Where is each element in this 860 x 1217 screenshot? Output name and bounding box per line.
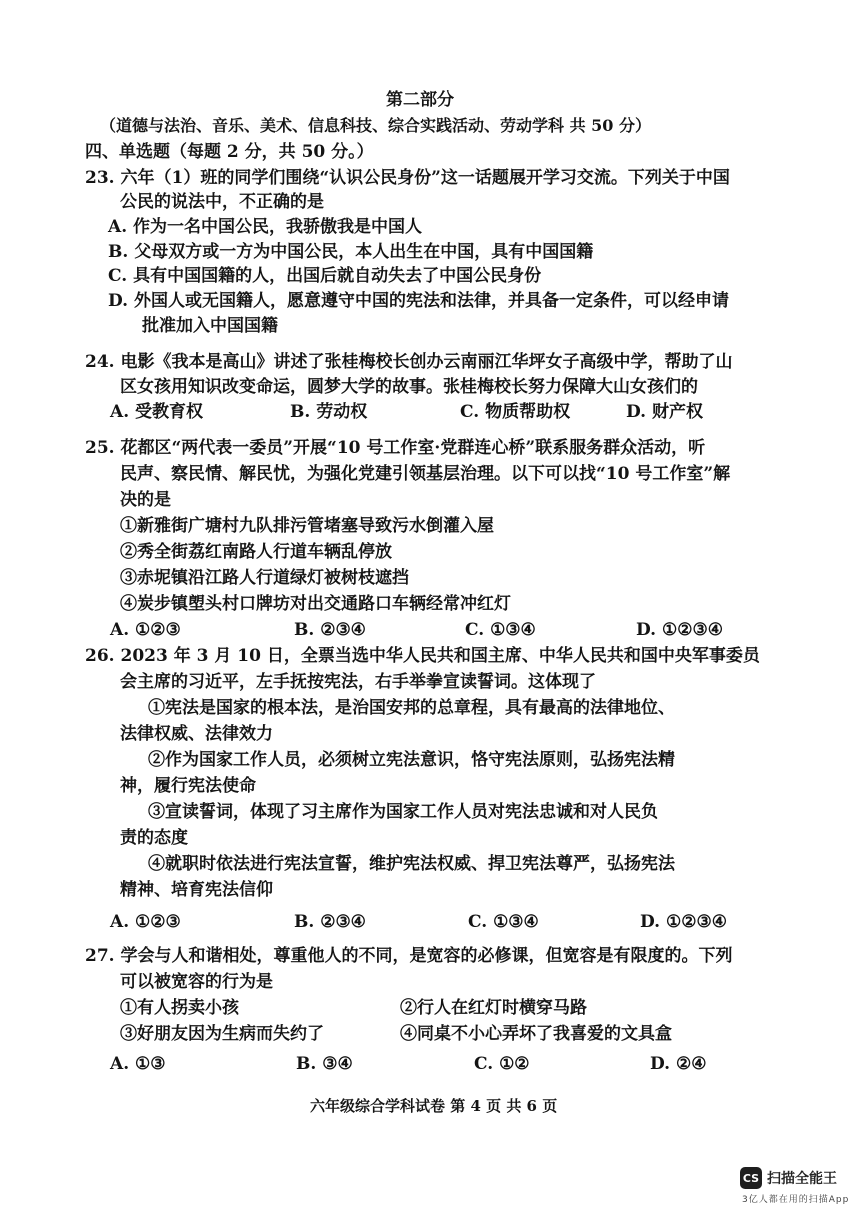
- q27-statement-4: ④同桌不小心弄坏了我喜爱的文具盒: [400, 1024, 672, 1044]
- section-heading: 四、单选题（每题 2 分，共 50 分。）: [85, 142, 374, 162]
- q27-stem-line2: 可以被宽容的行为是: [120, 972, 273, 992]
- q27-statement-3: ③好朋友因为生病而失约了: [120, 1024, 324, 1044]
- q27-option-d: D. ②④: [650, 1054, 707, 1074]
- q27-option-c: C. ①②: [474, 1054, 530, 1074]
- q25-statement-4: ④炭步镇塱头村口牌坊对出交通路口车辆经常冲红灯: [120, 594, 511, 614]
- q26-statement-3-line1: ③宣读誓词，体现了习主席作为国家工作人员对宪法忠诚和对人民负: [148, 802, 658, 822]
- q23-option-d-line2: 批准加入中国国籍: [142, 316, 278, 336]
- q24-option-c: C. 物质帮助权: [460, 402, 571, 422]
- q25-option-b: B. ②③④: [294, 620, 366, 640]
- q23-stem-line2: 公民的说法中，不正确的是: [120, 192, 324, 212]
- q26-statement-2-line1: ②作为国家工作人员，必须树立宪法意识，恪守宪法原则，弘扬宪法精: [148, 750, 675, 770]
- q26-statement-2-line2: 神，履行宪法使命: [120, 776, 256, 796]
- q26-stem-line1: 26. 2023 年 3 月 10 日，全票当选中华人民共和国主席、中华人民共和国中央军事委员: [85, 646, 760, 666]
- q25-stem-line2: 民声、察民情、解民忧，为强化党建引领基层治理。以下可以找“10 号工作室”解: [120, 464, 731, 484]
- q26-statement-1-line2: 法律权威、法律效力: [120, 724, 273, 744]
- q23-option-a: A. 作为一名中国公民，我骄傲我是中国人: [108, 217, 423, 237]
- q26-stem-line2: 会主席的习近平，左手抚按宪法，右手举拳宣读誓词。这体现了: [120, 672, 596, 692]
- q23-option-d-line1: D. 外国人或无国籍人，愿意遵守中国的宪法和法律，并具备一定条件，可以经申请: [108, 291, 729, 311]
- q25-option-d: D. ①②③④: [636, 620, 723, 640]
- q23-stem-line1: 23. 六年（1）班的同学们围绕“认识公民身份”这一话题展开学习交流。下列关于中国: [85, 168, 730, 188]
- q24-option-b: B. 劳动权: [290, 402, 368, 422]
- q25-statement-2: ②秀全街荔红南路人行道车辆乱停放: [120, 542, 392, 562]
- q26-option-c: C. ①③④: [468, 912, 539, 932]
- q24-stem-line1: 24. 电影《我本是高山》讲述了张桂梅校长创办云南丽江华坪女子高级中学，帮助了山: [85, 352, 733, 372]
- q26-statement-4-line2: 精神、培育宪法信仰: [120, 880, 273, 900]
- q23-option-b: B. 父母双方或一方为中国公民，本人出生在中国，具有中国国籍: [108, 242, 594, 262]
- q25-option-a: A. ①②③: [110, 620, 181, 640]
- q27-statement-1: ①有人拐卖小孩: [120, 998, 239, 1018]
- q23-option-c: C. 具有中国国籍的人，出国后就自动失去了中国公民身份: [108, 266, 542, 286]
- q26-option-b: B. ②③④: [294, 912, 366, 932]
- scanner-tagline: 3亿人都在用的扫描App: [742, 1195, 850, 1205]
- part-subtitle: （道德与法治、音乐、美术、信息科技、综合实践活动、劳动学科 共 50 分）: [100, 116, 651, 135]
- q24-stem-line2: 区女孩用知识改变命运，圆梦大学的故事。张桂梅校长努力保障大山女孩们的: [120, 377, 698, 397]
- q27-option-a: A. ①③: [110, 1054, 166, 1074]
- q26-statement-4-line1: ④就职时依法进行宪法宣誓，维护宪法权威、捍卫宪法尊严，弘扬宪法: [148, 854, 675, 874]
- q27-option-b: B. ③④: [296, 1054, 353, 1074]
- q24-option-d: D. 财产权: [626, 402, 703, 422]
- scanner-app-name: 扫描全能王: [767, 1171, 837, 1187]
- page-footer: 六年级综合学科试卷 第 4 页 共 6 页: [310, 1097, 558, 1115]
- q26-statement-1-line1: ①宪法是国家的根本法，是治国安邦的总章程，具有最高的法律地位、: [148, 698, 675, 718]
- q25-statement-1: ①新雅街广塘村九队排污管堵塞导致污水倒灌入屋: [120, 516, 494, 536]
- scanner-logo: [740, 1167, 837, 1189]
- scanner-badge-icon: CS: [740, 1167, 762, 1189]
- q26-statement-3-line2: 责的态度: [120, 828, 188, 848]
- q25-stem-line3: 决的是: [120, 490, 171, 510]
- q26-option-d: D. ①②③④: [640, 912, 727, 932]
- q25-option-c: C. ①③④: [465, 620, 536, 640]
- q26-option-a: A. ①②③: [110, 912, 181, 932]
- q24-option-a: A. 受教育权: [110, 402, 204, 422]
- q27-stem-line1: 27. 学会与人和谐相处，尊重他人的不同，是宽容的必修课，但宽容是有限度的。下列: [85, 946, 733, 966]
- q25-statement-3: ③赤坭镇沿江路人行道绿灯被树枝遮挡: [120, 568, 409, 588]
- q27-statement-2: ②行人在红灯时横穿马路: [400, 998, 587, 1018]
- part-title: 第二部分: [386, 90, 454, 110]
- q25-stem-line1: 25. 花都区“两代表一委员”开展“10 号工作室·党群连心桥”联系服务群众活动，听: [85, 438, 706, 458]
